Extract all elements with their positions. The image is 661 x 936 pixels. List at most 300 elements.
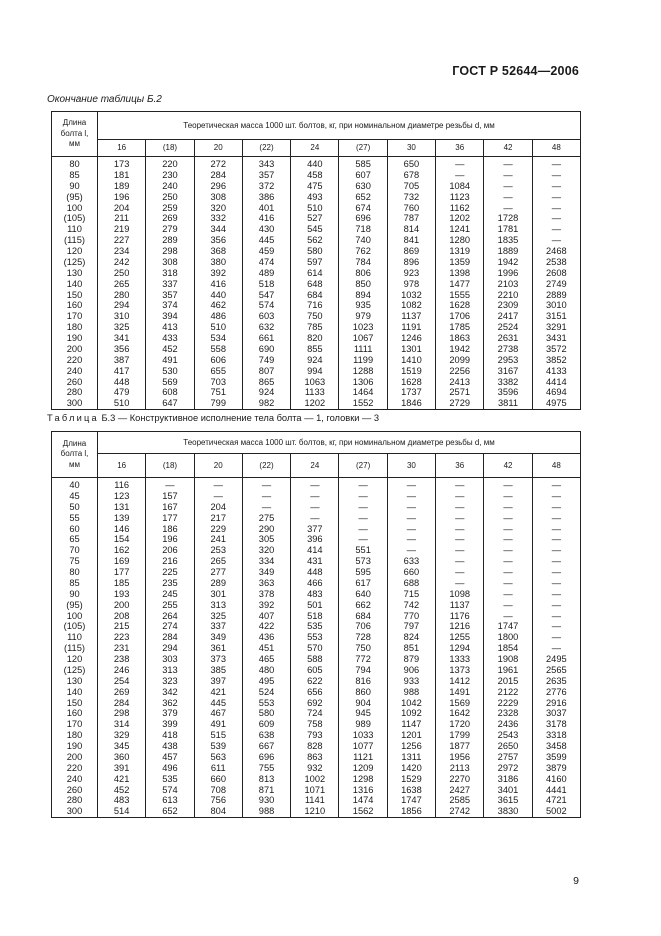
mass-cell: 277 [194, 567, 242, 578]
mass-cell: 605 [291, 665, 339, 676]
mass-cell: 813 [242, 774, 290, 785]
mass-cell: 1854 [484, 643, 532, 654]
length-column-header: Длина болта l, мм [52, 432, 98, 478]
mass-cell: 1889 [484, 246, 532, 257]
table-row [52, 290, 581, 301]
mass-cell: 580 [242, 708, 290, 719]
mass-cell: 1319 [436, 246, 484, 257]
mass-cell: 841 [387, 235, 435, 246]
mass-cell: — [387, 524, 435, 535]
mass-cell: 385 [194, 665, 242, 676]
mass-cell: — [387, 545, 435, 556]
mass-cell: — [532, 611, 580, 622]
mass-cell: — [532, 621, 580, 632]
mass-cell: 4160 [532, 774, 580, 785]
mass-cell: 2776 [532, 687, 580, 698]
mass-cell: 3037 [532, 708, 580, 719]
mass-cell: 301 [194, 589, 242, 600]
mass-cell: 1202 [291, 398, 339, 409]
mass-cell: 433 [146, 333, 194, 344]
mass-cell: — [387, 513, 435, 524]
mass-cell: 906 [387, 665, 435, 676]
mass-cell: 933 [387, 676, 435, 687]
mass-cell: 816 [339, 676, 387, 687]
length-cell: 280 [52, 387, 98, 398]
page-number: 9 [573, 875, 579, 887]
table-row [52, 611, 581, 622]
mass-cell: — [484, 524, 532, 535]
mass-cell: — [532, 578, 580, 589]
mass-cell: 451 [242, 643, 290, 654]
table-row [52, 687, 581, 698]
mass-cell: 486 [194, 311, 242, 322]
table-row [52, 600, 581, 611]
table-row [52, 567, 581, 578]
mass-cell: 3186 [484, 774, 532, 785]
mass-cell: 162 [98, 545, 146, 556]
mass-cell: 308 [146, 257, 194, 268]
mass-cell: 344 [194, 224, 242, 235]
length-cell: 100 [52, 611, 98, 622]
mass-cell: — [532, 157, 580, 170]
mass-cell: 3599 [532, 752, 580, 763]
mass-cell: 318 [146, 268, 194, 279]
mass-cell: 2729 [436, 398, 484, 409]
mass-cell: 1209 [339, 763, 387, 774]
mass-cell: 558 [194, 344, 242, 355]
mass-cell: 414 [291, 545, 339, 556]
mass-cell: 448 [98, 377, 146, 388]
mass-cell: 416 [194, 279, 242, 290]
mass-cell: — [146, 478, 194, 491]
mass-cell: 1216 [436, 621, 484, 632]
mass-cell: 608 [146, 387, 194, 398]
mass-cell: 342 [146, 687, 194, 698]
mass-cell: 1477 [436, 279, 484, 290]
mass-cell: 313 [146, 665, 194, 676]
mass-cell: 545 [291, 224, 339, 235]
length-cell: (125) [52, 257, 98, 268]
mass-cell: 495 [242, 676, 290, 687]
mass-cell: — [387, 491, 435, 502]
length-cell: 280 [52, 795, 98, 806]
mass-cell: 2015 [484, 676, 532, 687]
table-row [52, 478, 581, 491]
mass-cell: 204 [98, 203, 146, 214]
mass-cell: 246 [98, 665, 146, 676]
mass-cell: 208 [98, 611, 146, 622]
mass-cell: 1373 [436, 665, 484, 676]
mass-cell: 760 [387, 203, 435, 214]
mass-cell: 979 [339, 311, 387, 322]
mass-cell: — [484, 556, 532, 567]
mass-cell: 284 [98, 698, 146, 709]
mass-cell: 732 [387, 192, 435, 203]
length-cell: 170 [52, 311, 98, 322]
mass-cell: — [484, 192, 532, 203]
mass-cell: 349 [194, 632, 242, 643]
length-cell: 130 [52, 676, 98, 687]
length-cell: 40 [52, 478, 98, 491]
mass-cell: 255 [146, 600, 194, 611]
mass-cell: 3458 [532, 741, 580, 752]
mass-cell: 3401 [484, 785, 532, 796]
mass-cell: 356 [98, 344, 146, 355]
table-row [52, 545, 581, 556]
length-cell: 220 [52, 355, 98, 366]
mass-cell: 524 [242, 687, 290, 698]
mass-cell: 640 [339, 589, 387, 600]
mass-cell: — [436, 513, 484, 524]
mass-cell: 3318 [532, 730, 580, 741]
length-cell: 200 [52, 344, 98, 355]
mass-cell: 269 [98, 687, 146, 698]
mass-cell: — [532, 478, 580, 491]
mass-cell: 298 [146, 246, 194, 257]
mass-cell: 750 [291, 311, 339, 322]
diameter-header: 42 [484, 140, 532, 157]
table-row [52, 763, 581, 774]
mass-cell: 804 [194, 806, 242, 817]
mass-cell: 684 [291, 290, 339, 301]
table-row [52, 398, 581, 409]
diameter-header: 24 [291, 454, 339, 478]
mass-cell: — [339, 491, 387, 502]
table-row [52, 589, 581, 600]
mass-cell: — [339, 502, 387, 513]
mass-cell: 1747 [484, 621, 532, 632]
diameter-header: (27) [339, 454, 387, 478]
mass-cell: 280 [98, 290, 146, 301]
mass-cell: 607 [339, 170, 387, 181]
mass-cell: 298 [98, 708, 146, 719]
mass-cell: 294 [146, 643, 194, 654]
mass-cell: — [484, 491, 532, 502]
mass-cell: 217 [194, 513, 242, 524]
length-cell: 100 [52, 203, 98, 214]
mass-cell: — [242, 502, 290, 513]
mass-cell: 1398 [436, 268, 484, 279]
table-row [52, 698, 581, 709]
mass-cell: 2538 [532, 257, 580, 268]
mass-cell: 718 [339, 224, 387, 235]
mass-cell: — [532, 556, 580, 567]
mass-cell: 603 [242, 311, 290, 322]
mass-cell: 215 [98, 621, 146, 632]
length-cell: (125) [52, 665, 98, 676]
table-row [52, 387, 581, 398]
mass-cell: 510 [291, 203, 339, 214]
mass-cell: 1800 [484, 632, 532, 643]
mass-cell: 1256 [387, 741, 435, 752]
mass-cell: 220 [146, 157, 194, 170]
mass-cell: 2953 [484, 355, 532, 366]
mass-cell: 728 [339, 632, 387, 643]
mass-cell: 313 [194, 600, 242, 611]
table-b3 [51, 431, 581, 818]
mass-cell: 416 [242, 213, 290, 224]
mass-cell: 724 [291, 708, 339, 719]
mass-cell: 2468 [532, 246, 580, 257]
mass-cell: 1562 [339, 806, 387, 817]
mass-cell: — [339, 534, 387, 545]
mass-cell: 230 [146, 170, 194, 181]
mass-cell: 275 [242, 513, 290, 524]
mass-cell: 740 [339, 235, 387, 246]
length-cell: 190 [52, 741, 98, 752]
mass-cell: 396 [291, 534, 339, 545]
table-row [52, 752, 581, 763]
mass-cell: 259 [146, 203, 194, 214]
mass-cell: 661 [242, 333, 290, 344]
mass-cell: 3382 [484, 377, 532, 388]
mass-cell: 2099 [436, 355, 484, 366]
table-row [52, 632, 581, 643]
mass-cell: 177 [98, 567, 146, 578]
mass-cell: 386 [242, 192, 290, 203]
mass-cell: 238 [98, 654, 146, 665]
mass-cell: — [484, 611, 532, 622]
mass-cell: 749 [242, 355, 290, 366]
mass-cell: 1092 [387, 708, 435, 719]
mass-cell: 466 [291, 578, 339, 589]
table2-caption: Таблица Б.3 — Конструктивное исполнение тела болта — 1, головки — 3 [47, 413, 380, 423]
mass-cell: 569 [146, 377, 194, 388]
mass-cell: 1908 [484, 654, 532, 665]
mass-cell: 573 [339, 556, 387, 567]
length-cell: 140 [52, 279, 98, 290]
mass-cell: 1781 [484, 224, 532, 235]
mass-cell: 177 [146, 513, 194, 524]
mass-cell: 491 [146, 355, 194, 366]
mass-cell: 588 [291, 654, 339, 665]
mass-cell: 357 [242, 170, 290, 181]
mass-cell: 308 [194, 192, 242, 203]
table-row [52, 377, 581, 388]
mass-cell: 2427 [436, 785, 484, 796]
mass-cell: 1720 [436, 719, 484, 730]
mass-cell: 284 [194, 170, 242, 181]
length-cell: 50 [52, 502, 98, 513]
table-row [52, 741, 581, 752]
mass-cell: 1877 [436, 741, 484, 752]
mass-cell: 706 [339, 621, 387, 632]
mass-cell: 1552 [339, 398, 387, 409]
mass-cell: 361 [194, 643, 242, 654]
mass-cell: 325 [98, 322, 146, 333]
table1-caption: Окончание таблицы Б.2 [47, 94, 162, 105]
mass-cell: 667 [242, 741, 290, 752]
mass-cell: 123 [98, 491, 146, 502]
mass-cell: 407 [242, 611, 290, 622]
mass-cell: 173 [98, 157, 146, 170]
mass-cell: 491 [194, 719, 242, 730]
mass-cell: 2757 [484, 752, 532, 763]
mass-cell: 1301 [387, 344, 435, 355]
diameter-header: 42 [484, 454, 532, 478]
mass-cell: 480 [242, 665, 290, 676]
mass-cell: 349 [242, 567, 290, 578]
mass-cell: 660 [387, 567, 435, 578]
mass-cell: 314 [98, 719, 146, 730]
mass-cell: 2229 [484, 698, 532, 709]
mass-cell: 5002 [532, 806, 580, 817]
mass-cell: 994 [291, 366, 339, 377]
length-column-header: Длина болта l, мм [52, 112, 98, 157]
mass-cell: 762 [339, 246, 387, 257]
mass-cell: 4133 [532, 366, 580, 377]
mass-cell: 2543 [484, 730, 532, 741]
mass-cell: 539 [194, 741, 242, 752]
mass-cell: 204 [194, 502, 242, 513]
mass-cell: 2635 [532, 676, 580, 687]
mass-cell: 186 [146, 524, 194, 535]
mass-cell: 597 [291, 257, 339, 268]
table-row [52, 491, 581, 502]
mass-cell: 440 [291, 157, 339, 170]
length-cell: 110 [52, 224, 98, 235]
mass-cell: 1359 [436, 257, 484, 268]
mass-cell: — [436, 502, 484, 513]
table-row [52, 665, 581, 676]
mass-cell: 320 [242, 545, 290, 556]
mass-cell: 1294 [436, 643, 484, 654]
mass-cell: 824 [387, 632, 435, 643]
mass-cell: 1706 [436, 311, 484, 322]
mass-cell: 1042 [387, 698, 435, 709]
table-row [52, 621, 581, 632]
table-row [52, 708, 581, 719]
mass-cell: 240 [146, 181, 194, 192]
mass-cell: — [387, 478, 435, 491]
mass-cell: 1202 [436, 213, 484, 224]
mass-cell: 1298 [339, 774, 387, 785]
length-cell: 90 [52, 589, 98, 600]
table-row [52, 355, 581, 366]
table-row [52, 676, 581, 687]
mass-cell: 1856 [387, 806, 435, 817]
mass-cell: — [291, 513, 339, 524]
mass-cell: 1210 [291, 806, 339, 817]
mass-cell: 1942 [436, 344, 484, 355]
mass-cell: 1098 [436, 589, 484, 600]
mass-cell: 622 [291, 676, 339, 687]
length-cell: 260 [52, 377, 98, 388]
diameter-header: (27) [339, 140, 387, 157]
mass-cell: 4694 [532, 387, 580, 398]
mass-cell: 242 [98, 257, 146, 268]
mass-column-header: Теоретическая масса 1000 шт. болтов, кг, при номинальном диаметре резьбы d, мм [98, 112, 581, 140]
mass-cell: 617 [339, 578, 387, 589]
mass-cell: 4975 [532, 398, 580, 409]
mass-cell: 518 [291, 611, 339, 622]
length-cell: 240 [52, 774, 98, 785]
mass-cell: 303 [146, 654, 194, 665]
length-cell: 110 [52, 632, 98, 643]
diameter-header: 20 [194, 140, 242, 157]
mass-cell: — [532, 632, 580, 643]
table-row [52, 654, 581, 665]
table-row [52, 502, 581, 513]
mass-cell: 254 [98, 676, 146, 687]
mass-cell: 2210 [484, 290, 532, 301]
mass-cell: 445 [194, 698, 242, 709]
table-row [52, 774, 581, 785]
table-row [52, 643, 581, 654]
mass-cell: 1961 [484, 665, 532, 676]
mass-cell: 2436 [484, 719, 532, 730]
length-cell: 200 [52, 752, 98, 763]
mass-cell: 580 [291, 246, 339, 257]
mass-cell: 332 [194, 213, 242, 224]
mass-cell: 489 [242, 268, 290, 279]
diameter-header: 36 [436, 140, 484, 157]
mass-cell: 343 [242, 157, 290, 170]
table-row [52, 333, 581, 344]
table-row [52, 534, 581, 545]
mass-cell: 421 [98, 774, 146, 785]
mass-cell: 377 [291, 524, 339, 535]
mass-cell: 1996 [484, 268, 532, 279]
mass-cell: — [532, 643, 580, 654]
mass-cell: 514 [98, 806, 146, 817]
mass-cell: 2328 [484, 708, 532, 719]
mass-cell: 2749 [532, 279, 580, 290]
mass-cell: 606 [194, 355, 242, 366]
mass-cell: 211 [98, 213, 146, 224]
mass-cell: 337 [146, 279, 194, 290]
mass-cell: 1141 [291, 795, 339, 806]
mass-cell: 235 [146, 578, 194, 589]
mass-cell: 421 [194, 687, 242, 698]
mass-cell: 265 [194, 556, 242, 567]
mass-cell: 399 [146, 719, 194, 730]
mass-cell: 742 [387, 600, 435, 611]
mass-cell: 688 [387, 578, 435, 589]
mass-cell: 553 [242, 698, 290, 709]
mass-cell: 1077 [339, 741, 387, 752]
mass-cell: 1747 [387, 795, 435, 806]
table-row [52, 268, 581, 279]
mass-cell: 1628 [436, 300, 484, 311]
mass-cell: 655 [194, 366, 242, 377]
mass-cell: — [242, 478, 290, 491]
table-row [52, 322, 581, 333]
mass-cell: 814 [387, 224, 435, 235]
mass-cell: 459 [242, 246, 290, 257]
mass-cell: 1569 [436, 698, 484, 709]
diameter-header: (22) [242, 454, 290, 478]
standard-code: ГОСТ Р 52644—2006 [452, 64, 579, 78]
mass-cell: 139 [98, 513, 146, 524]
mass-cell: 1737 [387, 387, 435, 398]
mass-cell: 479 [98, 387, 146, 398]
mass-cell: 2738 [484, 344, 532, 355]
mass-cell: 1628 [387, 377, 435, 388]
mass-cell: 392 [194, 268, 242, 279]
mass-cell: — [532, 203, 580, 214]
mass-cell: 4441 [532, 785, 580, 796]
mass-cell: 799 [194, 398, 242, 409]
mass-cell: — [532, 235, 580, 246]
mass-cell: 1201 [387, 730, 435, 741]
mass-cell: 534 [194, 333, 242, 344]
length-cell: 180 [52, 730, 98, 741]
mass-cell: 196 [98, 192, 146, 203]
mass-cell: 794 [339, 665, 387, 676]
table-row [52, 203, 581, 214]
mass-cell: — [436, 157, 484, 170]
